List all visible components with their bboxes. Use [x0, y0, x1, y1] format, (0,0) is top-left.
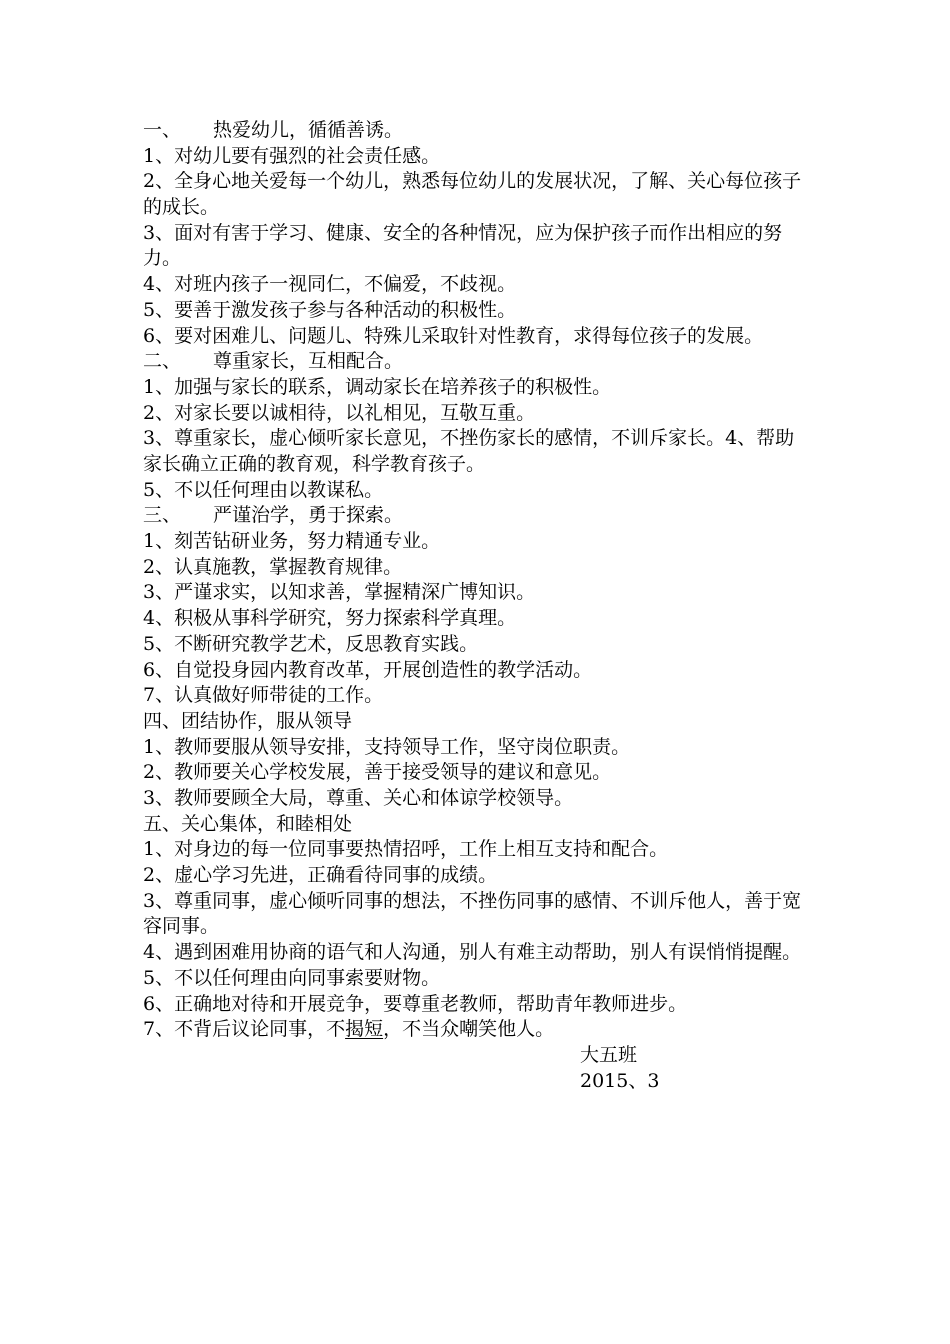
list-item-text: 7、不背后议论同事，不 — [143, 1018, 346, 1041]
list-item: 1、对身边的每一位同事要热情招呼，工作上相互支持和配合。 — [143, 838, 669, 861]
section-heading — [143, 503, 811, 529]
list-item: 6、自觉投身园内教育改革，开展创造性的教学活动。 — [143, 658, 593, 681]
list-item — [143, 1017, 811, 1043]
document-body — [143, 118, 811, 1094]
list-item: 2、虚心学习先进，正确看待同事的成绩。 — [143, 864, 498, 887]
section-title: 严谨治学，勇于探索。 — [213, 504, 404, 527]
list-item: 5、不以任何理由向同事索要财物。 — [143, 966, 441, 989]
list-item: 5、要善于激发孩子参与各种活动的积极性。 — [143, 298, 517, 321]
list-item-text: ，不当众嘲笑他人。 — [383, 1018, 555, 1041]
list-item: 4、遇到困难用协商的语气和人沟通，别人有难主动帮助，别人有误悄悄提醒。 — [143, 941, 802, 964]
underlined-text: 揭短 — [345, 1018, 384, 1041]
list-item: 1、刻苦钻研业务，努力精通专业。 — [143, 530, 441, 553]
list-item: 6、要对困难儿、问题儿、特殊儿采取针对性教育，求得每位孩子的发展。 — [143, 324, 764, 347]
section-title: 尊重家长，互相配合。 — [213, 350, 404, 373]
signature-block — [143, 1043, 811, 1094]
section-number: 三、 — [143, 504, 182, 527]
list-item: 3、严谨求实，以知求善，掌握精深广博知识。 — [143, 581, 536, 604]
signature-class: 大五班 — [580, 1043, 638, 1066]
list-item: 1、教师要服从领导安排，支持领导工作，坚守岗位职责。 — [143, 735, 631, 758]
section-heading: 四、团结协作，服从领导 — [143, 709, 353, 732]
list-item: 3、面对有害于学习、健康、安全的各种情况，应为保护孩子而作出相应的努力。 — [143, 221, 783, 270]
list-item: 2、认真施教，掌握教育规律。 — [143, 555, 403, 578]
section-title: 热爱幼儿，循循善诱。 — [213, 119, 404, 141]
list-item: 2、教师要关心学校发展，善于接受领导的建议和意见。 — [143, 761, 612, 784]
list-item: 5、不以任何理由以教谋私。 — [143, 478, 384, 501]
list-item: 2、全身心地关爱每一个幼儿，熟悉每位幼儿的发展状况，了解、关心每位孩子的成长。 — [143, 170, 802, 219]
section-number: 二、 — [143, 350, 182, 373]
section-heading — [143, 118, 811, 144]
list-item: 3、尊重同事，虚心倾听同事的想法，不挫伤同事的感情、不训斥他人，善于宽容同事。 — [143, 889, 802, 938]
list-item: 4、对班内孩子一视同仁，不偏爱，不歧视。 — [143, 273, 517, 296]
list-item: 2、对家长要以诚相待，以礼相见，互敬互重。 — [143, 401, 536, 424]
list-item: 5、不断研究教学艺术，反思教育实践。 — [143, 632, 479, 655]
list-item: 6、正确地对待和开展竞争，要尊重老教师，帮助青年教师进步。 — [143, 992, 688, 1015]
list-item: 3、尊重家长，虚心倾听家长意见，不挫伤家长的感情，不训斥家长。4、帮助家长确立正确的教育观，科学教育孩子。 — [143, 427, 795, 476]
list-item: 7、认真做好师带徒的工作。 — [143, 684, 384, 707]
list-item: 1、加强与家长的联系，调动家长在培养孩子的积极性。 — [143, 375, 612, 398]
list-item: 3、教师要顾全大局，尊重、关心和体谅学校领导。 — [143, 786, 574, 809]
section-number: 一、 — [143, 119, 182, 141]
list-item: 4、积极从事科学研究，努力探索科学真理。 — [143, 607, 517, 630]
list-item: 1、对幼儿要有强烈的社会责任感。 — [143, 144, 441, 167]
section-heading — [143, 349, 811, 375]
section-heading: 五、关心集体，和睦相处 — [143, 812, 353, 835]
signature-date: 2015、3 — [580, 1069, 660, 1092]
